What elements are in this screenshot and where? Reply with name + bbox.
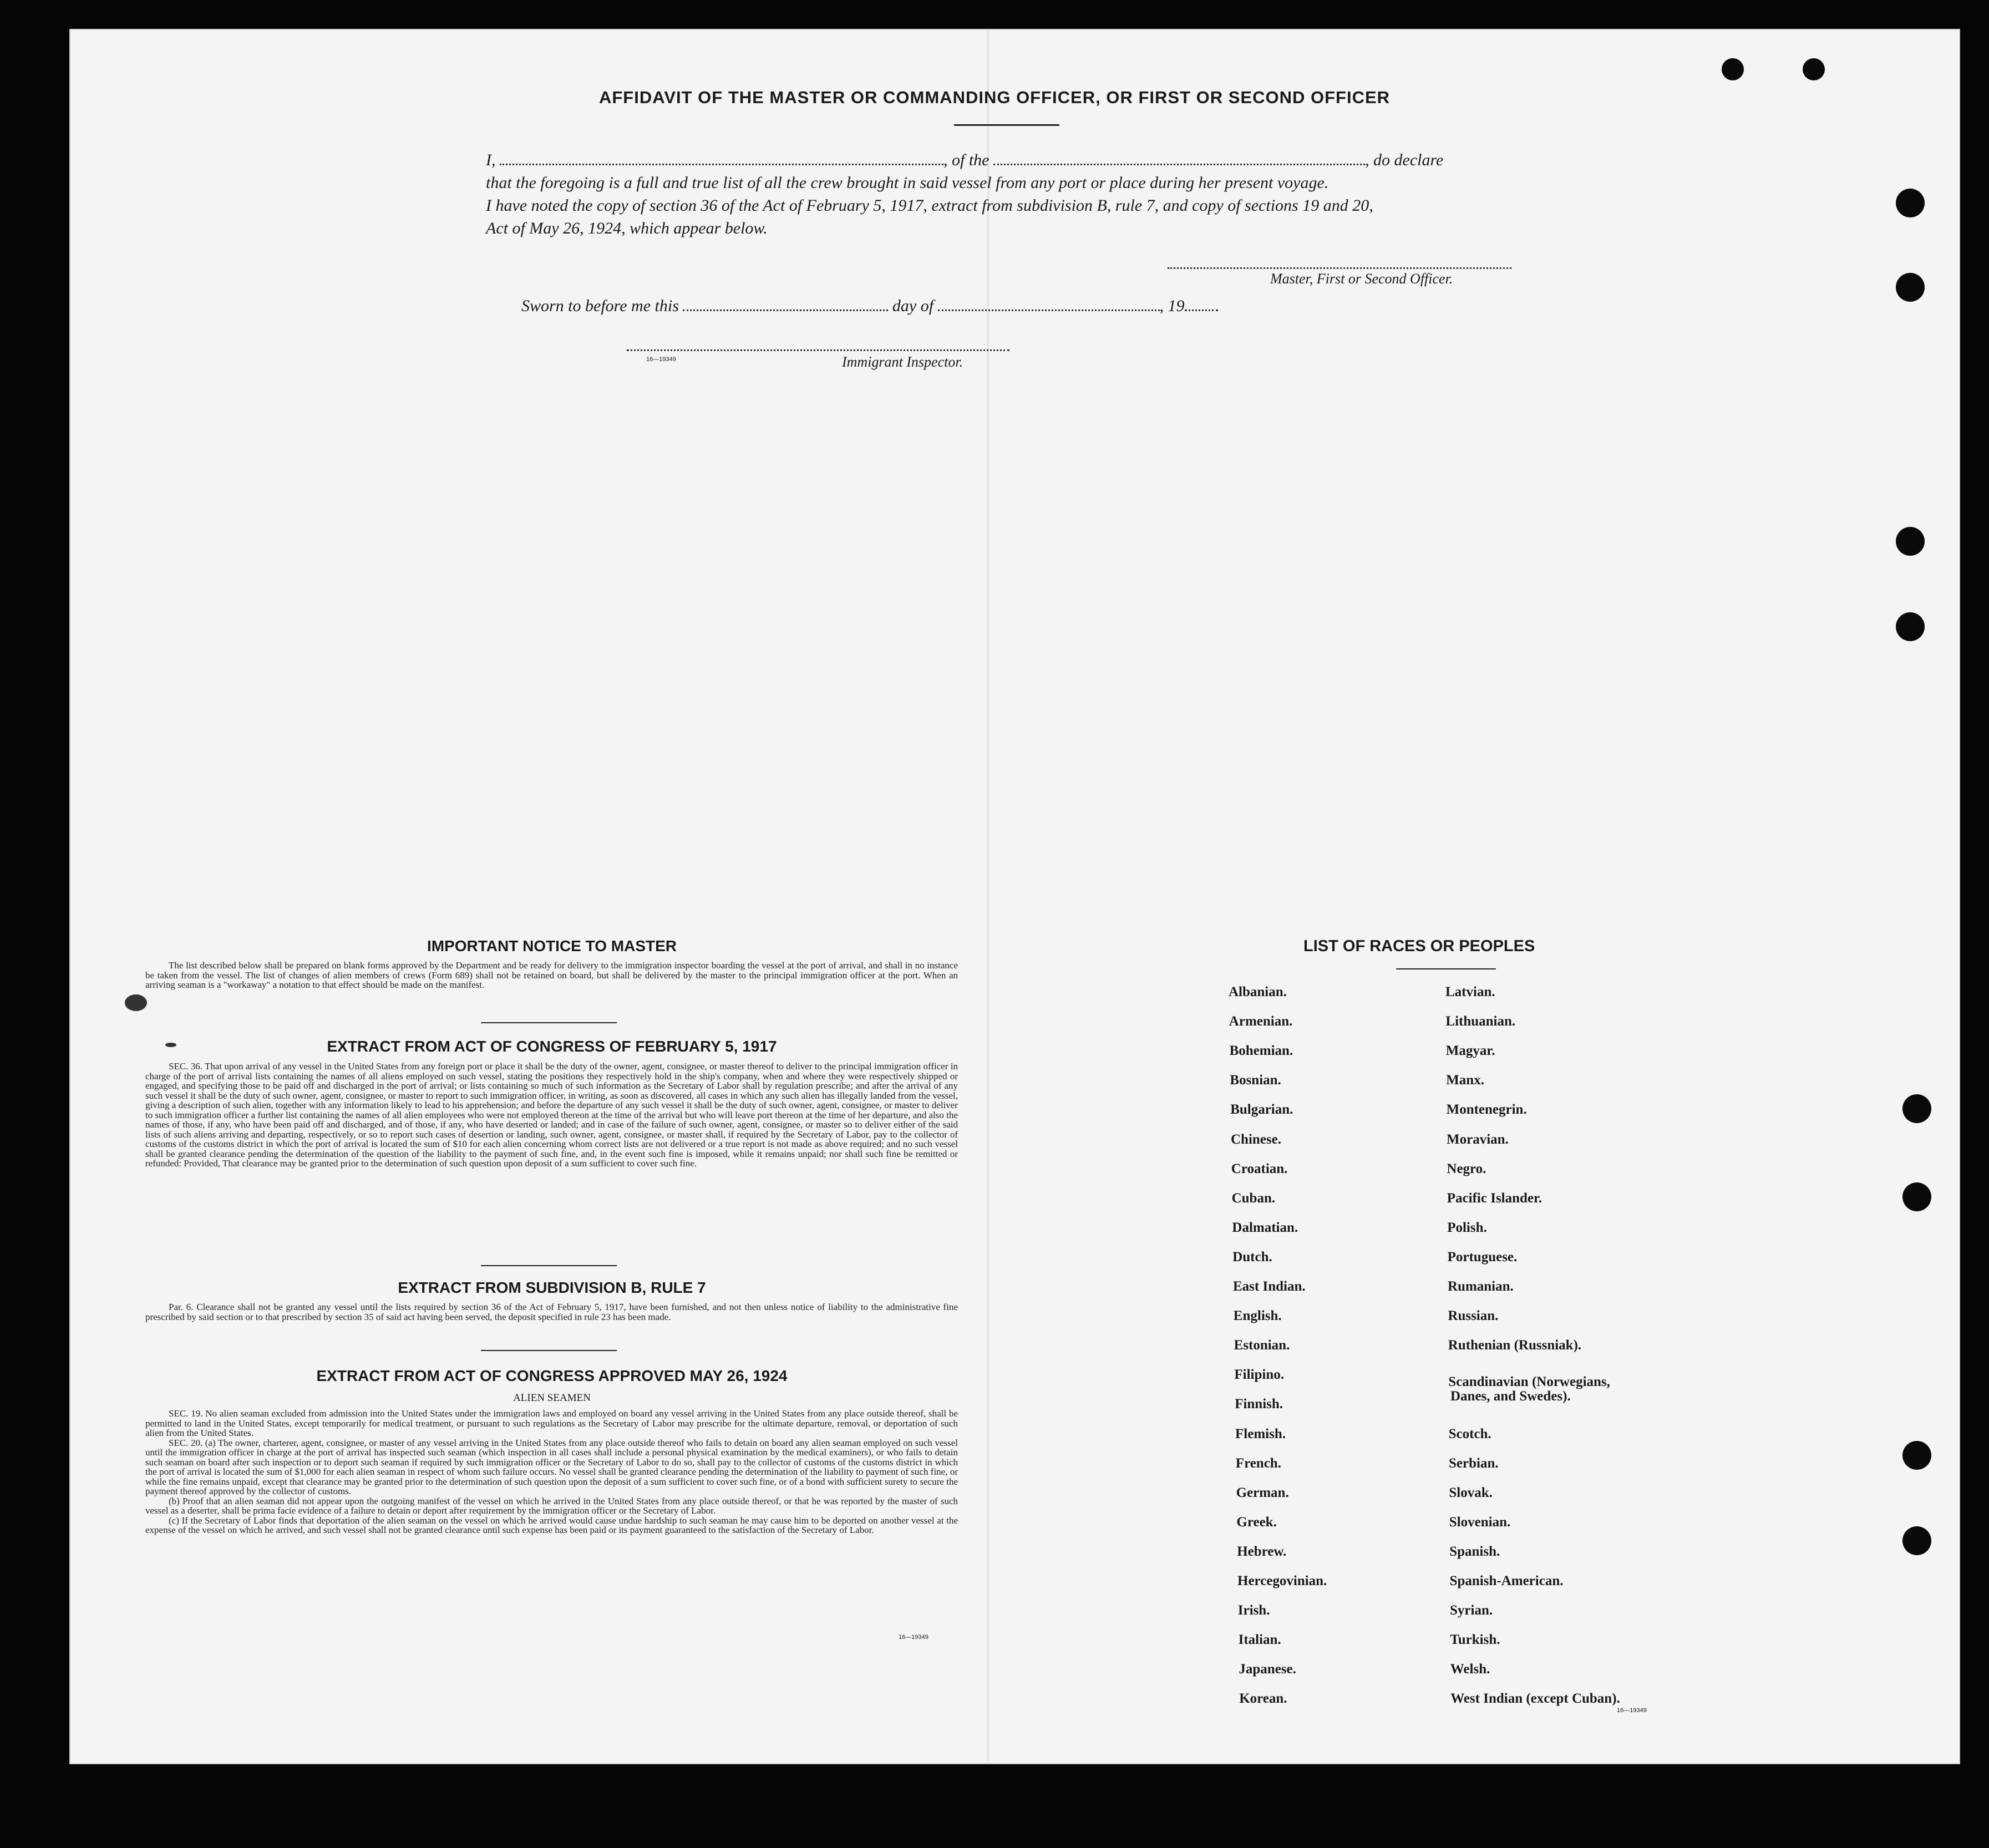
race-item: Filipino. — [1234, 1367, 1285, 1383]
punch-hole — [1896, 273, 1925, 302]
sworn-statement — [521, 297, 1218, 316]
master-signature-line[interactable] — [1168, 267, 1511, 269]
sec-36-paragraph: SEC. 36. That upon arrival of any vessel in the United States from any foreign port or place it shall be the duty of the owner, agent, consignee, or master thereof to deliver to the principal immigration officer in charge of the port of arrival lists containing the names of all aliens employed on such vessel, stating the positions they respectively hold in the ship's company, when and where they were respectively shipped or engaged, and specifying those to be paid off and discharged in the port of arrival; or lists containing so much of such information as the Secretary of Labor shall by regulation prescribe; and after the arrival of any such vessel it shall be the duty of such owner, agent, consignee, or master to report to such immigration officer, in writing, as soon as discovered, all cases in which any such alien has illegally landed from the vessel, giving a description of such alien, together with any information likely to lead to his apprehension; and before the departure of any such vessel it shall be the duty of such owner, agent, consignee, or master to deliver to such immigration officer a further list containing the names of all alien employees who were not employed thereon at the time of the arrival but who will leave port thereon at the time of her departure, and also the names of those, if any, who have been paid off and discharged, and of those, if any, who have deserted or landed; and in case of the failure of such owner, agent, consignee, or master so to deliver either of the said lists of such aliens arriving and departing, respectively, or so to report such cases of desertion or landing, such owner, agent, consignee, or master shall, if required by the Secretary of Labor, pay to the collector of customs of the customs district in which the port of arrival is located the sum of $10 for each alien concerning whom correct lists are not delivered or a true report is not made as above required; and no such vessel shall be granted clearance pending the determination of the question of the liability to the payment of such fine, and, in the event such fine is imposed, while it remains unpaid; nor shall such fine be remitted or refunded: Provided, That clearance may be granted prior to the determination of such question upon deposit of a sum sufficient to cover such fine. — [145, 1061, 958, 1169]
notice-title: IMPORTANT NOTICE TO MASTER — [427, 937, 677, 955]
inspector-signature-line[interactable] — [627, 349, 1009, 351]
rule-7-title: EXTRACT FROM SUBDIVISION B, RULE 7 — [398, 1279, 706, 1296]
declaration-line-1 — [486, 149, 1529, 171]
race-item: Bosnian. — [1230, 1073, 1281, 1088]
race-item: Scandinavian (Norwegians, — [1448, 1374, 1610, 1390]
form-number: 16—19349 — [1617, 1707, 1647, 1714]
race-item: English. — [1233, 1308, 1282, 1324]
declaration-i: I, — [486, 151, 496, 169]
race-item: Moravian. — [1447, 1131, 1509, 1147]
race-item: Cuban. — [1231, 1190, 1276, 1206]
punch-hole — [1902, 1182, 1931, 1211]
inspector-caption: Immigrant Inspector. — [842, 354, 963, 370]
declaration-of-the: , of the — [943, 151, 990, 169]
sec-19-paragraph: SEC. 19. No alien seaman excluded from admission into the United States under the immigration laws and employed on board any vessel arriving in the United States from any place outside thereof, shall be permitted to land in the United States, except temporarily for medical treatment, or pursuant to such regulations as the Secretary of Labor may prescribe for the ultimate departure, removal, or deportation of such alien from the United States. — [145, 1408, 958, 1438]
declaration-line-4: Act of May 26, 1924, which appear below. — [486, 219, 768, 237]
declaration-text — [486, 149, 1529, 240]
sec-20a-paragraph: SEC. 20. (a) The owner, charterer, agent, consignee, or master of any vessel arriving in the United States from any place outside thereof who fails to detain on board any alien seaman employed on such vessel until the immigration officer in charge at the port of arrival has inspected such seaman (which inspection in all cases shall include a personal physical examination by the medical examiners), or who fails to detain such seaman on board after such inspection or to deport such seaman if required by such immigration officer or the Secretary of Labor to do so, shall pay to the collector of customs of the customs district in which the port of arrival is located the sum of $1,000 for each alien seaman in respect of whom such failure occurs. No vessel shall be granted clearance pending the determination of the liability to payment of such fine, or while the fine remains unpaid, except that clearance may be granted prior to the determination of such question upon the deposit of a sum sufficient to cover such fine, or of a bond with sufficient surety to secure the payment thereof approved by the collector of customs. — [145, 1437, 958, 1496]
race-item: Ruthenian (Russniak). — [1448, 1338, 1582, 1353]
sec-20c-paragraph: (c) If the Secretary of Labor finds that deportation of the alien seaman on the vessel on which he arrived would cause undue hardship to such seaman he may cause him to be deported on another vessel at the expense of the vessel on which he arrived, and such vessel shall not be granted clearance until such expense has been paid or its payment guaranteed to the satisfaction of the Secretary of Labor. — [145, 1515, 958, 1535]
form-number: 16—19349 — [646, 356, 676, 363]
race-item: Lithuanian. — [1445, 1014, 1516, 1029]
race-item: German. — [1236, 1485, 1289, 1500]
ink-blot — [125, 994, 147, 1011]
race-item: Serbian. — [1449, 1455, 1499, 1471]
race-item: Flemish. — [1235, 1426, 1286, 1441]
race-item: Rumanian. — [1448, 1279, 1514, 1294]
extract-1917-title: EXTRACT FROM ACT OF CONGRESS OF FEBRUARY 5, 1917 — [327, 1038, 777, 1055]
punch-hole — [1896, 527, 1925, 556]
races-title-rule — [1396, 968, 1496, 969]
race-item: Chinese. — [1231, 1131, 1281, 1147]
alien-seamen-subtitle: ALIEN SEAMEN — [513, 1392, 591, 1404]
race-item: Hercegovinian. — [1237, 1573, 1327, 1588]
punch-hole — [1722, 58, 1744, 80]
affidavit-title: AFFIDAVIT OF THE MASTER OR COMMANDING OFFICER, OR FIRST OR SECOND OFFICER — [598, 88, 1391, 107]
race-item: Italian. — [1238, 1632, 1281, 1648]
race-item: Armenian. — [1229, 1014, 1293, 1029]
form-number: 16—19349 — [899, 1634, 928, 1641]
section-rule — [481, 1350, 617, 1351]
race-item: Spanish-American. — [1449, 1573, 1564, 1588]
sworn-year-field[interactable] — [1185, 297, 1218, 311]
vessel-field[interactable] — [993, 151, 1365, 165]
title-rule — [954, 124, 1059, 126]
race-item: Croatian. — [1231, 1161, 1288, 1176]
race-item: Spanish. — [1449, 1544, 1500, 1559]
race-item: Slovak. — [1449, 1485, 1493, 1500]
sworn-month-field[interactable] — [938, 297, 1160, 311]
punch-hole — [1902, 1441, 1931, 1470]
race-item: West Indian (except Cuban). — [1450, 1691, 1620, 1707]
name-field[interactable] — [500, 151, 943, 165]
notice-text — [145, 961, 958, 990]
declaration-line-3: I have noted the copy of section 36 of the Act of February 5, 1917, extract from subdivision B, rule 7, and copy of sections 19 and 20, — [486, 196, 1373, 215]
race-item: East Indian. — [1233, 1279, 1306, 1294]
race-item: Dutch. — [1232, 1249, 1272, 1265]
sworn-year-prefix: , 19 — [1159, 297, 1185, 315]
par-6-paragraph: Par. 6. Clearance shall not be granted any vessel until the lists required by section 36 of the Act of February 5, 1917, have been furnished, and not then unless notice of liability to the administrative fine prescribed by said section or to that prescribed by section 35 of said act having been served, the deposit specified in rule 23 has been made. — [145, 1302, 958, 1322]
notice-paragraph: The list described below shall be prepared on blank forms approved by the Department and be ready for delivery to the immigration inspector boarding the vessel at the port of arrival, and shall in no instance be taken from the vessel. The list of changes of alien members of crews (Form 689) shall not be retained on board, but shall be delivered by the master to the principal immigration officer at the port. When an arriving seaman is a "workaway" a notation to that effect should be made on the manifest. — [145, 960, 958, 990]
declaration-line-2: that the foregoing is a full and true list of all the crew brought in said vessel from any port or place during her present voyage. — [486, 174, 1329, 192]
punch-hole — [1902, 1526, 1931, 1555]
race-item: Latvian. — [1445, 984, 1495, 999]
punch-hole — [1896, 189, 1925, 217]
race-item: Dalmatian. — [1232, 1220, 1298, 1235]
section-rule — [481, 1022, 617, 1023]
race-item: Russian. — [1448, 1308, 1499, 1324]
race-item: Montenegrin. — [1446, 1102, 1527, 1118]
race-item: Portuguese. — [1447, 1249, 1518, 1265]
race-item: Manx. — [1446, 1073, 1484, 1088]
race-item: French. — [1235, 1455, 1281, 1471]
race-item-continuation: Danes, and Swedes). — [1450, 1389, 1571, 1404]
race-item: Magyar. — [1445, 1043, 1495, 1059]
fold-line — [987, 31, 989, 1761]
race-item: Negro. — [1447, 1161, 1486, 1176]
punch-hole — [1902, 1094, 1931, 1123]
rule-7-text — [145, 1302, 958, 1322]
punch-hole — [1803, 58, 1825, 80]
race-item: Albanian. — [1229, 984, 1287, 999]
sworn-text: Sworn to before me this — [521, 297, 679, 315]
race-item: Syrian. — [1450, 1603, 1493, 1618]
race-item: Greek. — [1236, 1514, 1277, 1530]
sworn-day-of: day of — [892, 297, 934, 315]
punch-hole — [1896, 612, 1925, 641]
master-caption: Master, First or Second Officer. — [1270, 271, 1453, 287]
race-item: Bohemian. — [1229, 1043, 1293, 1059]
race-item: Irish. — [1237, 1603, 1270, 1618]
races-title: LIST OF RACES OR PEOPLES — [1303, 937, 1535, 955]
sec-20b-paragraph: (b) Proof that an alien seaman did not appear upon the outgoing manifest of the vessel on which he arrived in the United States from any place outside thereof, or that he was reported by the master of such vessel as a deserter, shall be prima facie evidence of a failure to detain or deport after requirement by the immigration officer or the Secretary of Labor. — [145, 1495, 958, 1516]
race-item: Estonian. — [1234, 1338, 1290, 1353]
race-item: Finnish. — [1235, 1397, 1283, 1412]
race-item: Japanese. — [1239, 1662, 1296, 1677]
race-item: Turkish. — [1450, 1632, 1500, 1648]
declaration-do-declare: , do declare — [1365, 151, 1444, 169]
race-item: Hebrew. — [1237, 1544, 1287, 1559]
extract-1924-title: EXTRACT FROM ACT OF CONGRESS APPROVED MAY 26, 1924 — [316, 1367, 788, 1384]
race-item: Scotch. — [1448, 1426, 1491, 1441]
race-item: Slovenian. — [1449, 1514, 1511, 1530]
race-item: Korean. — [1239, 1691, 1287, 1707]
sworn-day-field[interactable] — [683, 297, 888, 311]
extract-1924-text — [145, 1409, 958, 1535]
race-item: Welsh. — [1450, 1662, 1490, 1677]
race-item: Bulgarian. — [1230, 1102, 1293, 1118]
race-item: Pacific Islander. — [1447, 1190, 1543, 1206]
race-item: Polish. — [1447, 1220, 1487, 1235]
section-rule — [481, 1265, 617, 1266]
extract-1917-text — [145, 1062, 958, 1169]
